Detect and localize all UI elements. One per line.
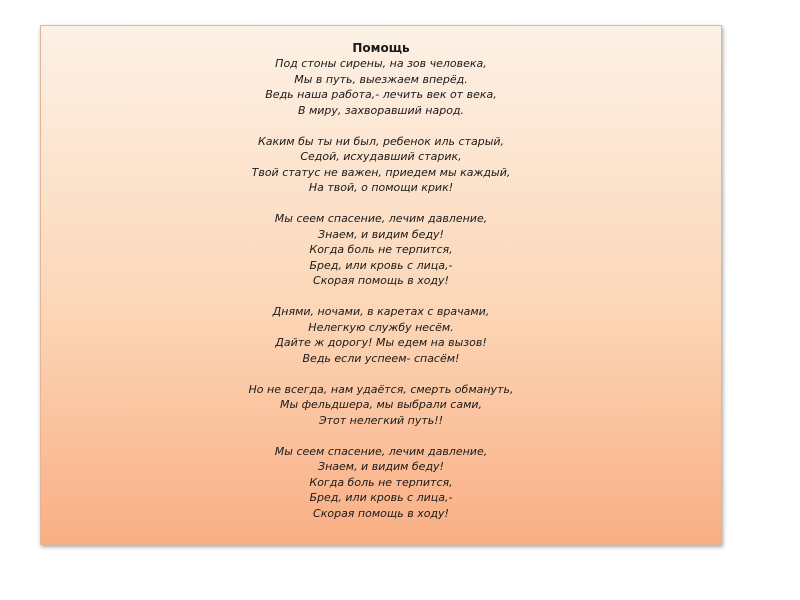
poem-stanza: [41, 134, 721, 196]
poem-line: Бред, или кровь с лица,-: [309, 258, 453, 272]
poem-line: Когда боль не терпится,: [309, 475, 453, 489]
slide: [40, 25, 722, 545]
poem-line: Ведь если успеем- спасём!: [302, 351, 460, 365]
poem-line: Мы сеем спасение, лечим давление,: [274, 212, 488, 225]
poem-line: Дайте ж дорогу! Мы едем на вызов!: [275, 336, 487, 349]
poem: [41, 40, 721, 537]
poem-line: Седой, исхудавший старик,: [300, 150, 462, 163]
poem-line: Скорая помощь в ходу!: [313, 506, 449, 520]
poem-line: Днями, ночами, в каретах с врачами,: [272, 305, 490, 318]
poem-line: Нелегкую службу несём.: [308, 320, 454, 334]
poem-line: Когда боль не терпится,: [309, 243, 453, 256]
poem-line: Ведь наша работа,- лечить век от века,: [265, 88, 497, 101]
poem-line: Этот нелегкий путь!!: [318, 413, 444, 427]
poem-line: Знаем, и видим беду!: [318, 460, 444, 473]
poem-line: В миру, захворавший народ.: [297, 103, 465, 117]
poem-line: Знаем, и видим беду!: [318, 227, 444, 241]
poem-line: Твой статус не важен, приедем мы каждый,: [251, 165, 511, 179]
poem-stanza: [41, 444, 721, 522]
poem-line: Скорая помощь в ходу!: [313, 274, 449, 287]
poem-line: Под стоны сирены, на зов человека,: [275, 57, 487, 70]
poem-line: Мы в путь, выезжаем вперёд.: [294, 72, 468, 86]
poem-line: На твой, о помощи крик!: [308, 181, 454, 194]
poem-line: Но не всегда, нам удаётся, смерть обмануть,: [248, 382, 514, 396]
poem-line: Мы сеем спасение, лечим давление,: [274, 444, 488, 458]
poem-stanza: [41, 304, 721, 366]
poem-stanza: [41, 56, 721, 118]
poem-stanza: [41, 211, 721, 289]
poem-title: Помощь: [352, 41, 410, 55]
poem-body: [41, 56, 721, 521]
poem-line: Бред, или кровь с лица,-: [309, 491, 453, 504]
poem-stanza: [41, 382, 721, 429]
poem-line: Мы фельдшера, мы выбрали сами,: [279, 398, 483, 411]
poem-line: Каким бы ты ни был, ребенок иль старый,: [257, 134, 505, 148]
